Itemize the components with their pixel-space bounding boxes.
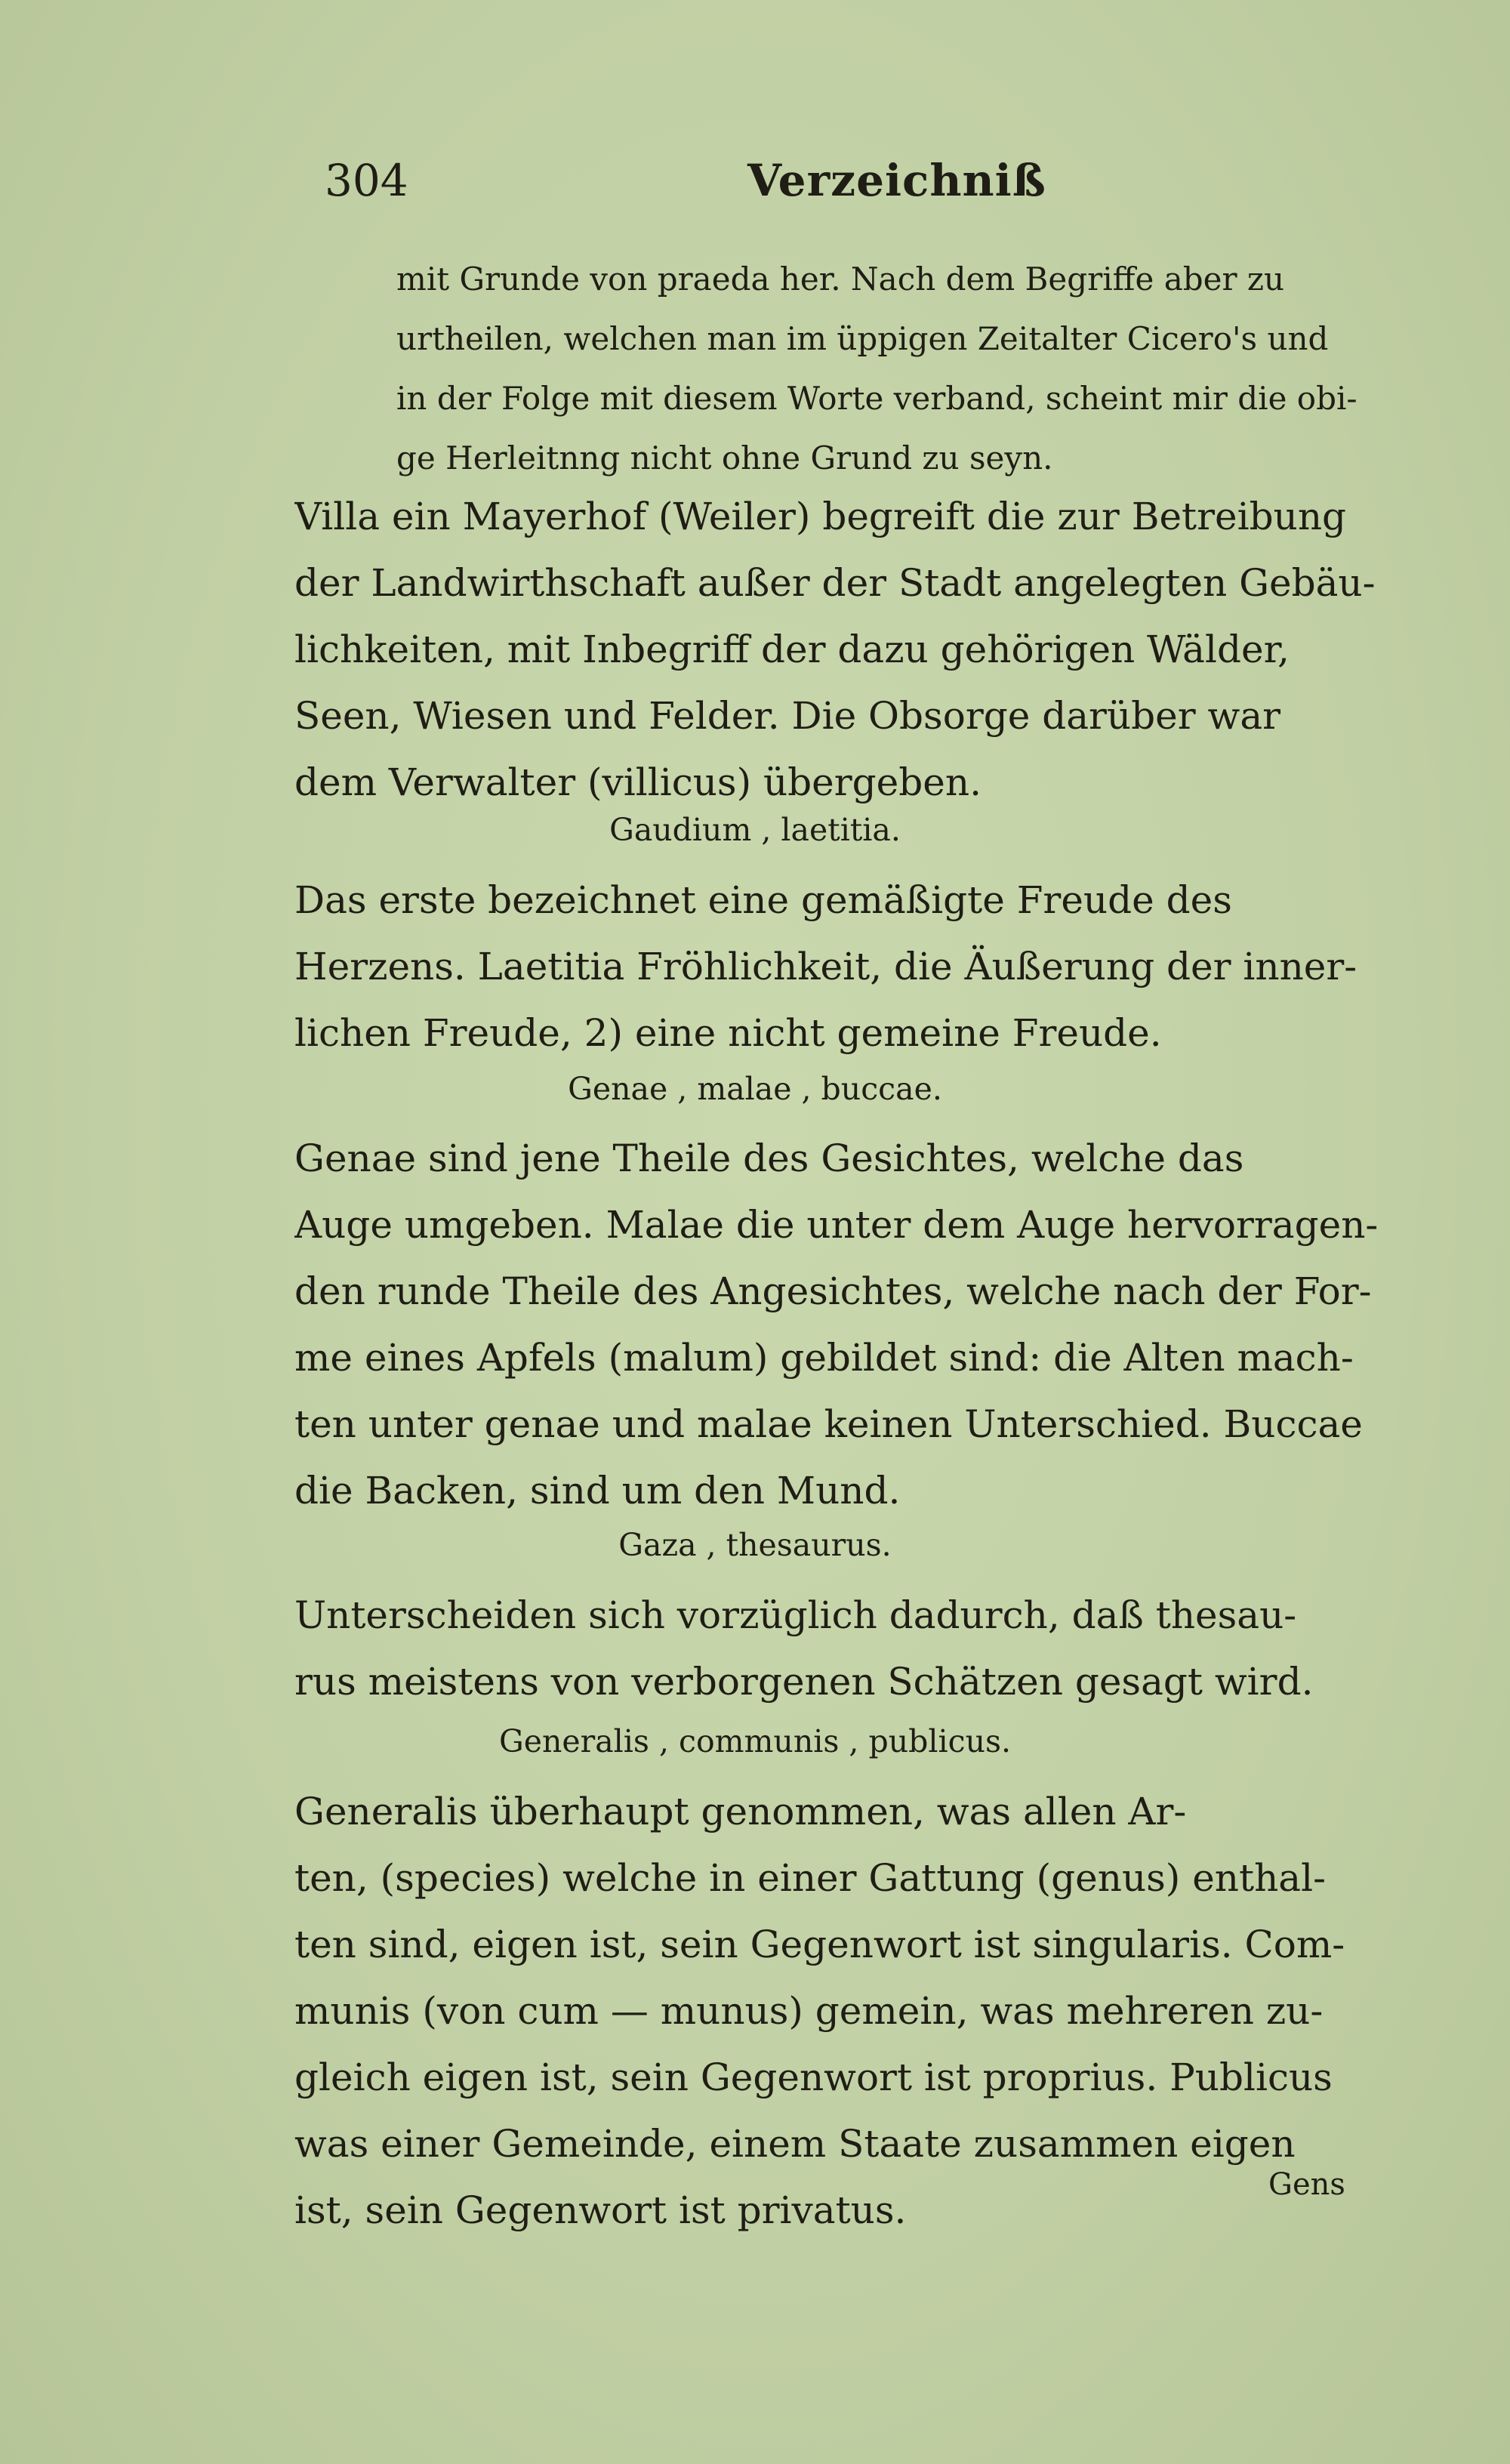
running-title: Verzeichniß (747, 155, 1046, 206)
text-line: Generalis überhaupt genommen, was allen Ar- (294, 1790, 1187, 1833)
catchword: Gens (1268, 2167, 1345, 2202)
text-line: Auge umgeben. Malae die unter dem Auge hervorragen- (294, 1203, 1379, 1247)
gaza-paragraph (294, 1582, 1427, 1715)
footnote-line: ge Herleitnng nicht ohne Grund zu seyn. (396, 439, 1053, 476)
entry-heading-gaudium: Gaudium , laetitia. (609, 812, 901, 848)
page-number: 304 (325, 155, 408, 206)
entry-heading-genae: Genae , malae , buccae. (568, 1071, 942, 1107)
text-line: Unterscheiden sich vorzüglich dadurch, daß thesau- (294, 1593, 1297, 1637)
footnote-line: mit Grunde von praeda her. Nach dem Begriffe aber zu (396, 261, 1285, 298)
text-line: Villa ein Mayerhof (Weiler) begreift die zur Betreibung (294, 495, 1347, 538)
text-line: me eines Apfels (malum) gebildet sind: die Alten mach- (294, 1336, 1354, 1380)
villa-paragraph (294, 483, 1427, 816)
gaudium-paragraph (294, 867, 1427, 1066)
text-line: ten unter genae und malae keinen Unterschied. Buccae (294, 1402, 1363, 1446)
genae-paragraph (294, 1125, 1427, 1524)
entry-heading-generalis: Generalis , communis , publicus. (498, 1723, 1012, 1759)
text-line: rus meistens von verborgenen Schätzen gesagt wird. (294, 1660, 1314, 1704)
text-line: ist, sein Gegenwort ist privatus. (294, 2188, 907, 2232)
entry-heading-gaza: Gaza , thesaurus. (618, 1527, 892, 1563)
text-line: ten, (species) welche in einer Gattung (genus) enthal- (294, 1856, 1326, 1900)
text-line: Das erste bezeichnet eine gemäßigte Freude des (294, 878, 1232, 922)
generalis-paragraph (294, 1778, 1427, 2244)
page-header (325, 155, 1419, 223)
text-line: gleich eigen ist, sein Gegenwort ist proprius. Publicus (294, 2055, 1333, 2099)
footnote-block (396, 249, 1408, 488)
text-line: den runde Theile des Angesichtes, welche nach der For- (294, 1269, 1372, 1313)
text-line: Genae sind jene Theile des Gesichtes, welche das (294, 1136, 1244, 1180)
text-line: Herzens. Laetitia Fröhlichkeit, die Äußerung der inner- (294, 945, 1357, 988)
text-line: munis (von cum — munus) gemein, was mehreren zu- (294, 1989, 1324, 2033)
text-line: lichen Freude, 2) eine nicht gemeine Freude. (294, 1011, 1162, 1055)
text-line: was einer Gemeinde, einem Staate zusammen eigen (294, 2122, 1296, 2166)
text-line: ten sind, eigen ist, sein Gegenwort ist singularis. Com- (294, 1923, 1345, 1966)
footnote-line: urtheilen, welchen man im üppigen Zeitalter Cicero's und (396, 320, 1329, 357)
text-line: lichkeiten, mit Inbegriff der dazu gehörigen Wälder, (294, 628, 1290, 671)
text-line: der Landwirthschaft außer der Stadt angelegten Gebäu- (294, 561, 1376, 605)
footnote-line: in der Folge mit diesem Worte verband, scheint mir die obi- (396, 380, 1357, 417)
text-line: die Backen, sind um den Mund. (294, 1469, 901, 1513)
text-line: Seen, Wiesen und Felder. Die Obsorge darüber war (294, 694, 1281, 738)
text-line: dem Verwalter (villicus) übergeben. (294, 760, 982, 804)
